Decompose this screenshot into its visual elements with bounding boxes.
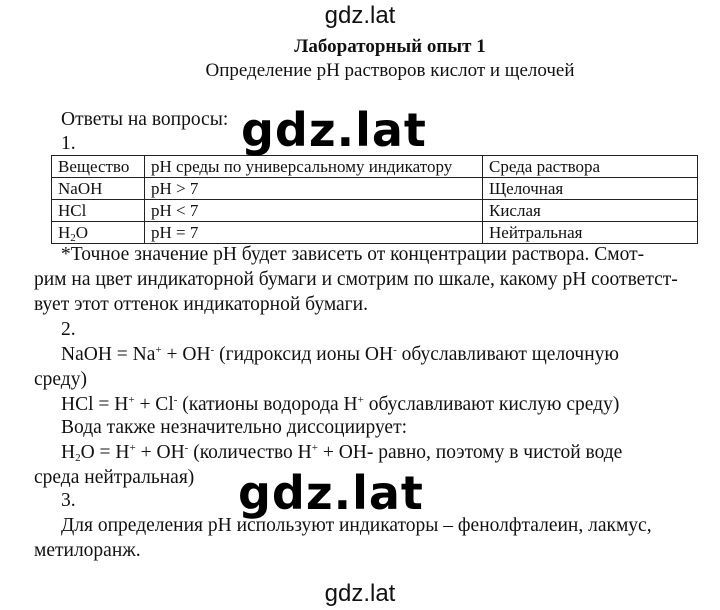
watermark-top: gdz.lat xyxy=(324,2,396,29)
charge-sup: - xyxy=(173,394,178,406)
table-cell-medium: Нейтральная xyxy=(483,222,698,244)
table-cell-ph: pH = 7 xyxy=(145,222,483,244)
table-cell-substance: HCl xyxy=(52,200,145,222)
charge-sup: + xyxy=(155,344,162,356)
answers-heading: Ответы на вопросы: xyxy=(61,109,229,130)
q3-line-1: Для определения pH используют индикаторы – фенолфталеин, лакмус, xyxy=(61,515,652,536)
note-line-2: рим на цвет индикаторной бумаги и смотрим по шкале, какому pH соответст- xyxy=(34,269,678,290)
eq-part: + OH- равно, поэтому в чистой воде xyxy=(317,442,623,463)
table-row xyxy=(52,178,698,200)
table-row xyxy=(52,200,698,222)
formula-subscript: 2 xyxy=(70,231,76,244)
page-subtitle: Определение pH растворов кислот и щелочей xyxy=(205,60,575,81)
q3-line-2: метилоранж. xyxy=(34,540,141,561)
charge-sup: + xyxy=(357,394,364,406)
eq-part: (количество H xyxy=(188,442,312,463)
charge-sup: + xyxy=(128,394,135,406)
eq-part: HCl = H xyxy=(61,394,129,415)
question-2-number: 2. xyxy=(61,319,76,340)
eq-part: обуславливают кислую среду) xyxy=(363,394,620,415)
table-cell-medium: Щелочная xyxy=(483,178,698,200)
watermark-bottom: gdz.lat xyxy=(324,580,396,607)
table-header-cell: Среда раствора xyxy=(483,156,698,178)
watermark-center-upper: gdz.lat xyxy=(241,103,427,157)
charge-sup: - xyxy=(393,344,397,356)
table-cell-medium: Кислая xyxy=(483,200,698,222)
hcl-equation xyxy=(61,393,619,417)
eq-part: обуславливают щелочную xyxy=(396,344,619,365)
eq-part: O = H xyxy=(80,442,130,463)
table-cell-substance: NaOH xyxy=(52,178,145,200)
table-cell-ph: pH < 7 xyxy=(145,200,483,222)
note-line-1: *Точное значение pH будет зависеть от концентрации раствора. Смот- xyxy=(61,244,645,265)
formula-subscript: 2 xyxy=(75,452,81,464)
note-line-3: вует этот оттенок индикаторной бумаги. xyxy=(34,294,368,315)
water-equation xyxy=(61,441,622,465)
table-cell-ph: pH > 7 xyxy=(145,178,483,200)
eq-part: + OH xyxy=(161,344,211,365)
charge-sup: + xyxy=(129,442,136,454)
eq-part: H xyxy=(61,442,76,463)
water-intro: Вода также незначительно диссоциирует: xyxy=(61,417,408,438)
question-3-number: 3. xyxy=(61,490,76,511)
table-header-row xyxy=(52,156,698,178)
eq-part: (гидроксид ионы OH xyxy=(214,344,394,365)
table-row xyxy=(52,222,698,244)
charge-sup: - xyxy=(184,442,189,454)
eq-part: + OH xyxy=(135,442,185,463)
charge-sup: + xyxy=(311,442,318,454)
eq-part: NaOH = Na xyxy=(61,344,156,365)
ph-table xyxy=(51,155,698,244)
page-title: Лабораторный опыт 1 xyxy=(294,36,486,57)
formula-part: O xyxy=(75,222,89,242)
table-header-cell: pH среды по универсальному индикатору xyxy=(145,156,483,178)
naoh-equation xyxy=(61,343,619,367)
water-equation-cont: среда нейтральная) xyxy=(34,467,195,488)
question-1-number: 1. xyxy=(61,133,76,154)
watermark-center-lower: gdz.lat xyxy=(238,466,424,520)
table-header-cell: Вещество xyxy=(52,156,145,178)
eq-part: + Cl xyxy=(134,394,174,415)
eq-part: (катионы водорода H xyxy=(177,394,358,415)
naoh-equation-cont: среду) xyxy=(34,369,87,390)
formula-part: H xyxy=(58,222,71,242)
charge-sup: - xyxy=(210,344,215,356)
table-cell-substance xyxy=(52,222,145,244)
